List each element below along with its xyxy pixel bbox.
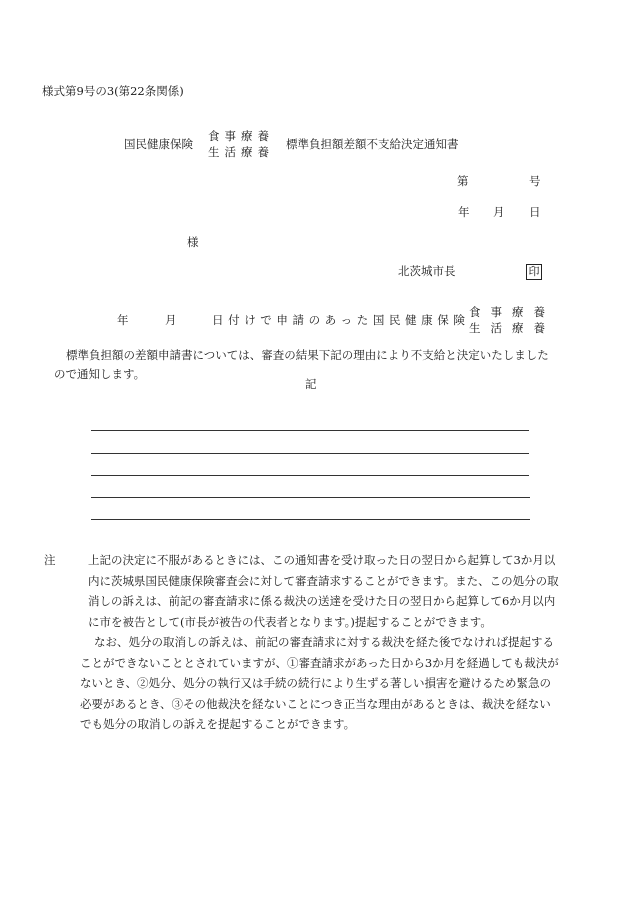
issue-year: 年 [458, 205, 470, 219]
note-paragraph-2: なお、処分の取消しの訴えは、前記の審査請求に対する裁決を経た後でなければ提起することができないこととされていますが、①審査請求があった日から3か月を経過しても裁決がないとき、②処分、処分の執行又は手続の続行により生ずる著しい損害を避けるため緊急の必要があるとき、③その他裁決を経ないことにつき正当な理由があるときは、裁決を経ないでも処分の取消しの訴えを提起することができます。 [80, 635, 559, 731]
application-text: 日付けで申請のあった国民健康保険 [212, 313, 470, 327]
reference-go: 号 [529, 174, 541, 188]
reference-dai: 第 [457, 174, 469, 188]
body-text [54, 346, 554, 384]
issue-month: 月 [493, 205, 505, 219]
application-year: 年 [117, 313, 129, 327]
form-number: 様式第9号の3(第22条関係) [42, 84, 184, 98]
reason-line [91, 453, 529, 454]
seal-mark: 印 [526, 264, 542, 280]
note-paragraph-1 [44, 550, 561, 632]
application-meal-care: 食事療養 [469, 305, 555, 319]
insurance-label: 国民健康保険 [124, 137, 193, 151]
living-care-label: 生活療養 [208, 145, 274, 159]
addressee-suffix: 様 [187, 235, 199, 249]
reason-line [91, 430, 529, 431]
reason-line [91, 497, 530, 498]
body-text-content: 標準負担額の差額申請書については、審査の結果下記の理由により不支給と決定いたしましたので通知します。 [54, 348, 549, 381]
notes-section [44, 550, 561, 735]
ki-heading: 記 [305, 377, 317, 391]
reason-line [91, 519, 530, 520]
note-paragraph-1-text: 上記の決定に不服があるときには、この通知書を受け取った日の翌日から起算して3か月以内に茨城県国民健康保険審査会に対して審査請求することができます。また、この処分の取消しの訴えは、前記の審査請求に係る裁決の送達を受けた日の翌日から起算して6か月以内に市を被告として(市長が被告の代表者となります。)提起することができます。 [88, 553, 559, 629]
application-living-care: 生活療養 [469, 321, 555, 335]
note-label: 注 [44, 553, 56, 567]
issue-day: 日 [529, 205, 541, 219]
issuer-name: 北茨城市長 [398, 264, 456, 278]
reason-line [91, 475, 529, 476]
application-month: 月 [165, 313, 177, 327]
meal-care-label: 食事療養 [208, 129, 274, 143]
document-name: 標準負担額差額不支給決定通知書 [286, 137, 459, 151]
